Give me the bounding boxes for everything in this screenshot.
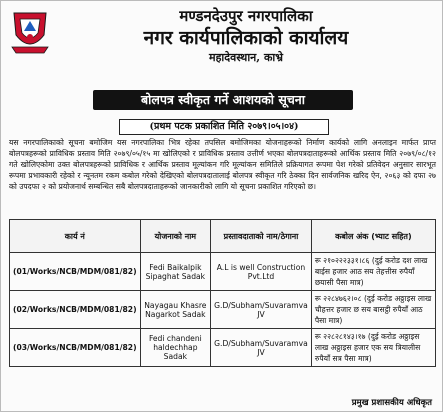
bidder-cell: A.L is well Construction Pvt.Ltd <box>211 253 312 291</box>
office-name: नगर कार्यपालिकाको कार्यालय <box>143 27 349 49</box>
header-project-name: योजनाको नाम <box>140 220 211 253</box>
header-bidder: प्रस्तावदाताको नाम/ठेगाना <box>211 220 312 253</box>
notice-title-banner: बोलपत्र स्वीकृत गर्ने आशयको सूचना <box>93 90 353 110</box>
work-no-cell: (01/Works/NCB/MDM/081/82) <box>10 253 141 291</box>
publish-date-note: (प्रथम पटक प्रकाशित मिति २०७९।०५।०४) <box>119 119 329 135</box>
office-address: महादेवस्थान, काभ्रे <box>209 51 283 64</box>
signatory-title: प्रमुख प्रशासकीय अधिकृत <box>351 398 432 408</box>
project-name-cell: Fedi chandeni haldechhap Sadak <box>140 329 211 367</box>
table-row <box>10 253 436 291</box>
project-name-cell: Fedi Baikalpik Sipaghat Sadak <box>140 253 211 291</box>
amount-cell: रू २२८२८१४३।१७ (दुई करोड अठ्ठाइस लाख अठ्ठाइस हजार एक सय त्रियालीस रुपैयाँ सत्र पैसा मात्र) <box>311 329 435 367</box>
award-table <box>9 219 436 367</box>
project-name-cell: Nayagau Khasre Nagarkot Sadak <box>140 291 211 329</box>
bidder-cell: G.D/Subham/Suvaramva JV <box>211 291 312 329</box>
table-row <box>10 329 436 367</box>
nepal-emblem-icon <box>8 7 52 55</box>
table-header-row <box>10 220 436 253</box>
header-amount: कबोल अंक (भ्याट सहित) <box>311 220 435 253</box>
notice-body-text: यस नगरपालिकाको सूचना बमोजिम यस नगरपालिका भित्र रहेका तपसिल बमोजिमका योजनाहरूको निर्माण कार्यको लागि अनलाइन मार्फत प्राप्त बोलपत्रहरूको प्राविधिक प्रस्ताव मिति २०७९/०५/१५ मा खोलिएको र प्राविधिक प्रस्ताव उत्तीर्ण भएका बोलपत्रदाताहरूको आर्थिक प्रस्ताव मिति २०७९/०८/१२ गते खोलिएकोमा उक्त बोलपत्रहरूको प्राविधिक र आर्थिक प्रस्ताव मूल्यांकन गरि मूल्यांकन समितिले प्रक्रियागत रूपमा पेश गरेको प्रतिवेदन अनुसार सारभूत रूपमा प्रभावकारी रहेको र न्यूनतम रकम कबोल गरेको देखिएको बोलपत्रदातालाई बोलपत्र स्वीकृत गरि ठेक्का दिन सार्वजनिक खरिद ऐन, २०६३ को दफा २७ को उपदफा २ को प्रयोजनार्थ सम्बन्धित सबै बोलपत्रदाताहरूको जानकारीको लागि यो सूचना प्रकाशित गरिएको छ। <box>9 138 436 191</box>
work-no-cell: (03/Works/NCB/MDM/081/82) <box>10 329 141 367</box>
amount-cell: रू २१०२२२३३१।८६ (दुई करोड दश लाख बाईस हजार आठ सय तेहत्तीस रुपैयाँ छयासी पैसा मात्र) <box>311 253 435 291</box>
bidder-cell: G.D/Subham/Suvaramva JV <box>211 329 312 367</box>
amount-cell: रू २२८४७६२।०८ (दुई करोड अठ्ठाइस लाख चौहत्तर हजार छ सय बासट्ठी रुपैयाँ आठ पैसा मात्र) <box>311 291 435 329</box>
office-header <box>61 7 431 66</box>
table-row <box>10 291 436 329</box>
work-no-cell: (02/Works/NCB/MDM/081/82) <box>10 291 141 329</box>
municipality-name: मण्डनदेउपुर नगरपालिका <box>179 7 313 25</box>
header-work-no: कार्य नं <box>10 220 141 253</box>
